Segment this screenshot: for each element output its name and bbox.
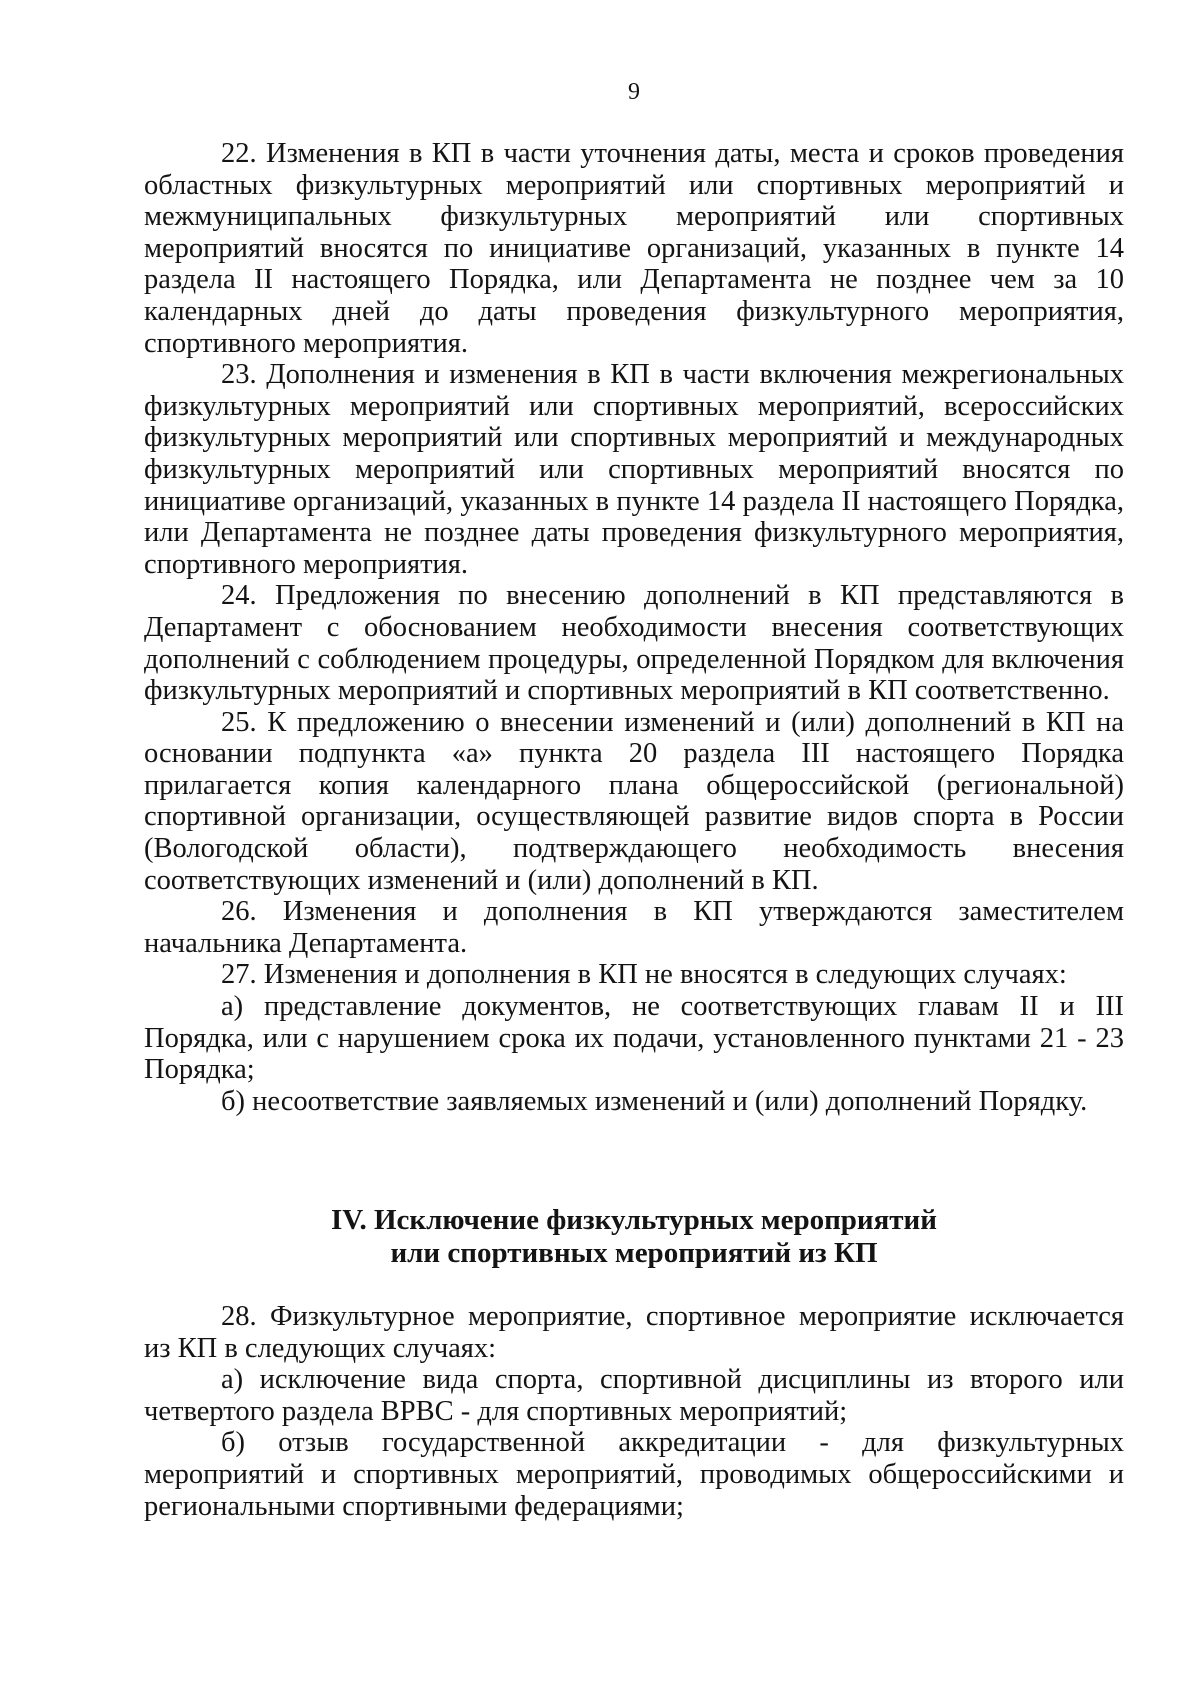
body-text-part1 <box>144 138 1124 1117</box>
paragraph-28: 28. Физкультурное мероприятие, спортивное мероприятие исключается из КП в следующих случаях: <box>144 1301 1124 1364</box>
paragraph-27: 27. Изменения и дополнения в КП не вносятся в следующих случаях: <box>221 959 1067 991</box>
paragraph-27-b: б) несоответствие заявляемых изменений и (или) дополнений Порядку. <box>221 1085 1088 1117</box>
section-heading <box>144 1204 1124 1270</box>
paragraph-24: 24. Предложения по внесению дополнений в КП представляются в Департамент с обоснованием необходимости внесения соответствующих дополнений с соблюдением процедуры, определенной Порядком для включения физкультурных мероприятий и спортивных мероприятий в КП соответственно. <box>144 580 1124 707</box>
paragraph-28-b: б) отзыв государственной аккредитации - для физкультурных мероприятий и спортивных мероприятий, проводимых общероссийскими и региональными спортивными федерациями; <box>144 1427 1124 1522</box>
paragraph-22: 22. Изменения в КП в части уточнения даты, места и сроков проведения областных физкультурных мероприятий или спортивных мероприятий и межмуниципальных физкультурных мероприятий или спортивных мероприятий вносятся по инициативе организаций, указанных в пункте 14 раздела II настоящего Порядка, или Департамента не позднее чем за 10 календарных дней до даты проведения физкультурного мероприятия, спортивного мероприятия. <box>144 138 1124 359</box>
paragraph-26: 26. Изменения и дополнения в КП утверждаются заместителем начальника Департамента. <box>144 896 1124 959</box>
paragraph-23: 23. Дополнения и изменения в КП в части включения межрегиональных физкультурных мероприятий или спортивных мероприятий, всероссийских физкультурных мероприятий или спортивных мероприятий и международных физкультурных мероприятий или спортивных мероприятий вносятся по инициативе организаций, указанных в пункте 14 раздела II настоящего Порядка, или Департамента не позднее даты проведения физкультурного мероприятия, спортивного мероприятия. <box>144 359 1124 580</box>
section-heading-line2: или спортивных мероприятий из КП <box>390 1237 878 1269</box>
paragraph-25: 25. К предложению о внесении изменений и (или) дополнений в КП на основании подпункта «а» пункта 20 раздела III настоящего Порядка прилагается копия календарного плана общероссийской (региональной) спортивной организации, осуществляющей развитие видов спорта в России (Вологодской области), подтверждающего необходимость внесения соответствующих изменений и (или) дополнений в КП. <box>144 706 1124 896</box>
paragraph-27-a: а) представление документов, не соответствующих главам II и III Порядка, или с нарушением срока их подачи, установленного пунктами 21 - 23 Порядка; <box>144 991 1124 1086</box>
paragraph-28-a: а) исключение вида спорта, спортивной дисциплины из второго или четвертого раздела ВРВС - для спортивных мероприятий; <box>144 1364 1124 1427</box>
body-text-part2 <box>144 1301 1124 1522</box>
section-heading-line1: IV. Исключение физкультурных мероприятий <box>331 1204 937 1236</box>
page-number: 9 <box>628 79 640 105</box>
